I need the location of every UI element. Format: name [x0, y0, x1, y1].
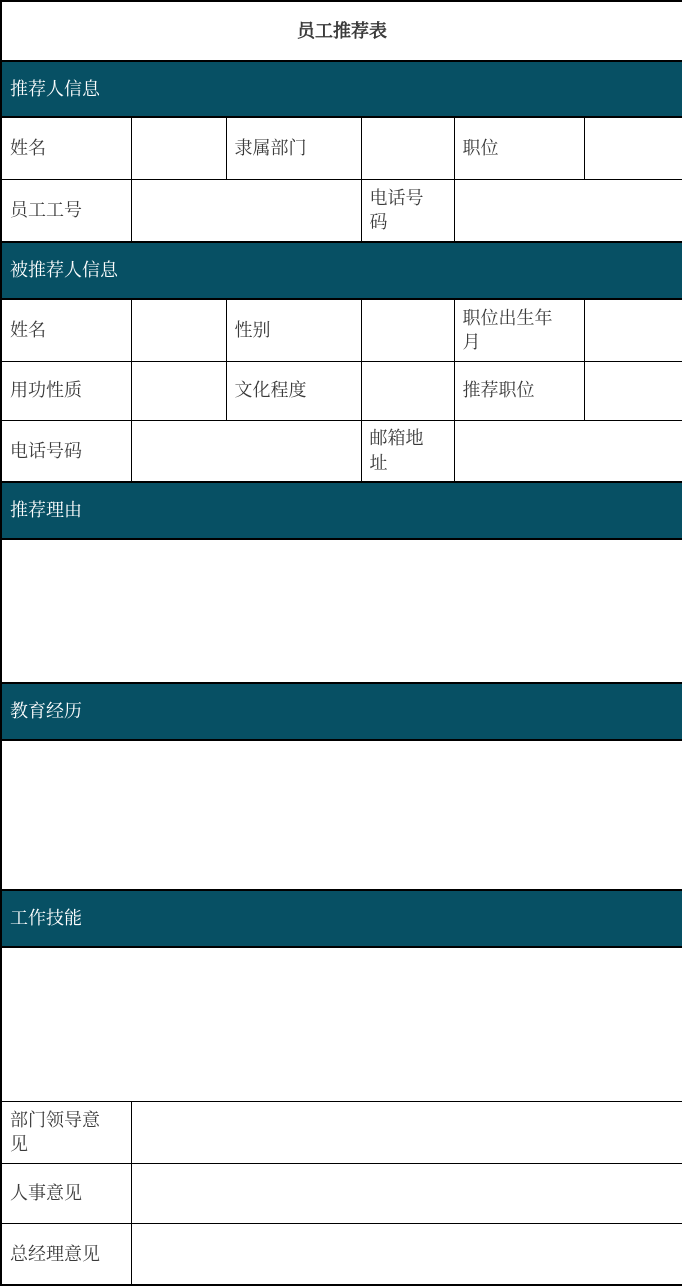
- input-dept-leader-opinion[interactable]: [131, 1101, 682, 1163]
- label-recommender-employee-id: 员工工号: [1, 179, 131, 242]
- label-hr-opinion: 人事意见: [1, 1163, 131, 1223]
- label-general-manager-opinion: 总经理意见: [1, 1223, 131, 1285]
- label-candidate-name: 姓名: [1, 299, 131, 361]
- label-dept-leader-opinion-text: 部门领导意见: [10, 1109, 100, 1154]
- input-candidate-phone[interactable]: [131, 420, 361, 482]
- input-candidate-gender[interactable]: [361, 299, 454, 361]
- label-candidate-email: [361, 420, 454, 482]
- label-recommender-phone-text: 电话号码: [369, 187, 424, 233]
- input-candidate-recommended-position[interactable]: [584, 361, 682, 420]
- input-recommender-name[interactable]: [131, 117, 226, 179]
- label-candidate-email-text: 邮箱地址: [369, 428, 424, 473]
- label-candidate-position-birth-date: [454, 299, 584, 361]
- label-recommender-department: 隶属部门: [226, 117, 361, 179]
- section-header-recommendation-reason: 推荐理由: [1, 482, 682, 539]
- input-recommendation-reason-area[interactable]: [1, 539, 682, 683]
- input-candidate-education-level[interactable]: [361, 361, 454, 420]
- label-recommender-phone: [361, 179, 454, 242]
- input-education-history-area[interactable]: [1, 740, 682, 890]
- label-recommender-name: 姓名: [1, 117, 131, 179]
- label-candidate-education-level: 文化程度: [226, 361, 361, 420]
- label-candidate-gender: 性别: [226, 299, 361, 361]
- label-candidate-recommended-position: 推荐职位: [454, 361, 584, 420]
- input-recommender-phone[interactable]: [454, 179, 682, 242]
- section-header-work-skills: 工作技能: [1, 890, 682, 947]
- input-candidate-employment-nature[interactable]: [131, 361, 226, 420]
- input-general-manager-opinion[interactable]: [131, 1223, 682, 1285]
- input-recommender-department[interactable]: [361, 117, 454, 179]
- page-title: 员工推荐表: [1, 1, 682, 61]
- input-candidate-name[interactable]: [131, 299, 226, 361]
- input-recommender-position[interactable]: [584, 117, 682, 179]
- input-hr-opinion[interactable]: [131, 1163, 682, 1223]
- section-header-education-history: 教育经历: [1, 683, 682, 740]
- input-candidate-position-birth-date[interactable]: [584, 299, 682, 361]
- label-candidate-phone: 电话号码: [1, 420, 131, 482]
- section-header-candidate-info: 被推荐人信息: [1, 242, 682, 299]
- label-candidate-employment-nature: 用功性质: [1, 361, 131, 420]
- input-recommender-employee-id[interactable]: [131, 179, 361, 242]
- input-work-skills-area[interactable]: [1, 947, 682, 1101]
- label-recommender-position: 职位: [454, 117, 584, 179]
- section-header-recommender-info: 推荐人信息: [1, 61, 682, 117]
- input-candidate-email[interactable]: [454, 420, 682, 482]
- label-dept-leader-opinion: [1, 1101, 131, 1163]
- label-candidate-position-birth-date-text: 职位出生年月: [462, 307, 553, 353]
